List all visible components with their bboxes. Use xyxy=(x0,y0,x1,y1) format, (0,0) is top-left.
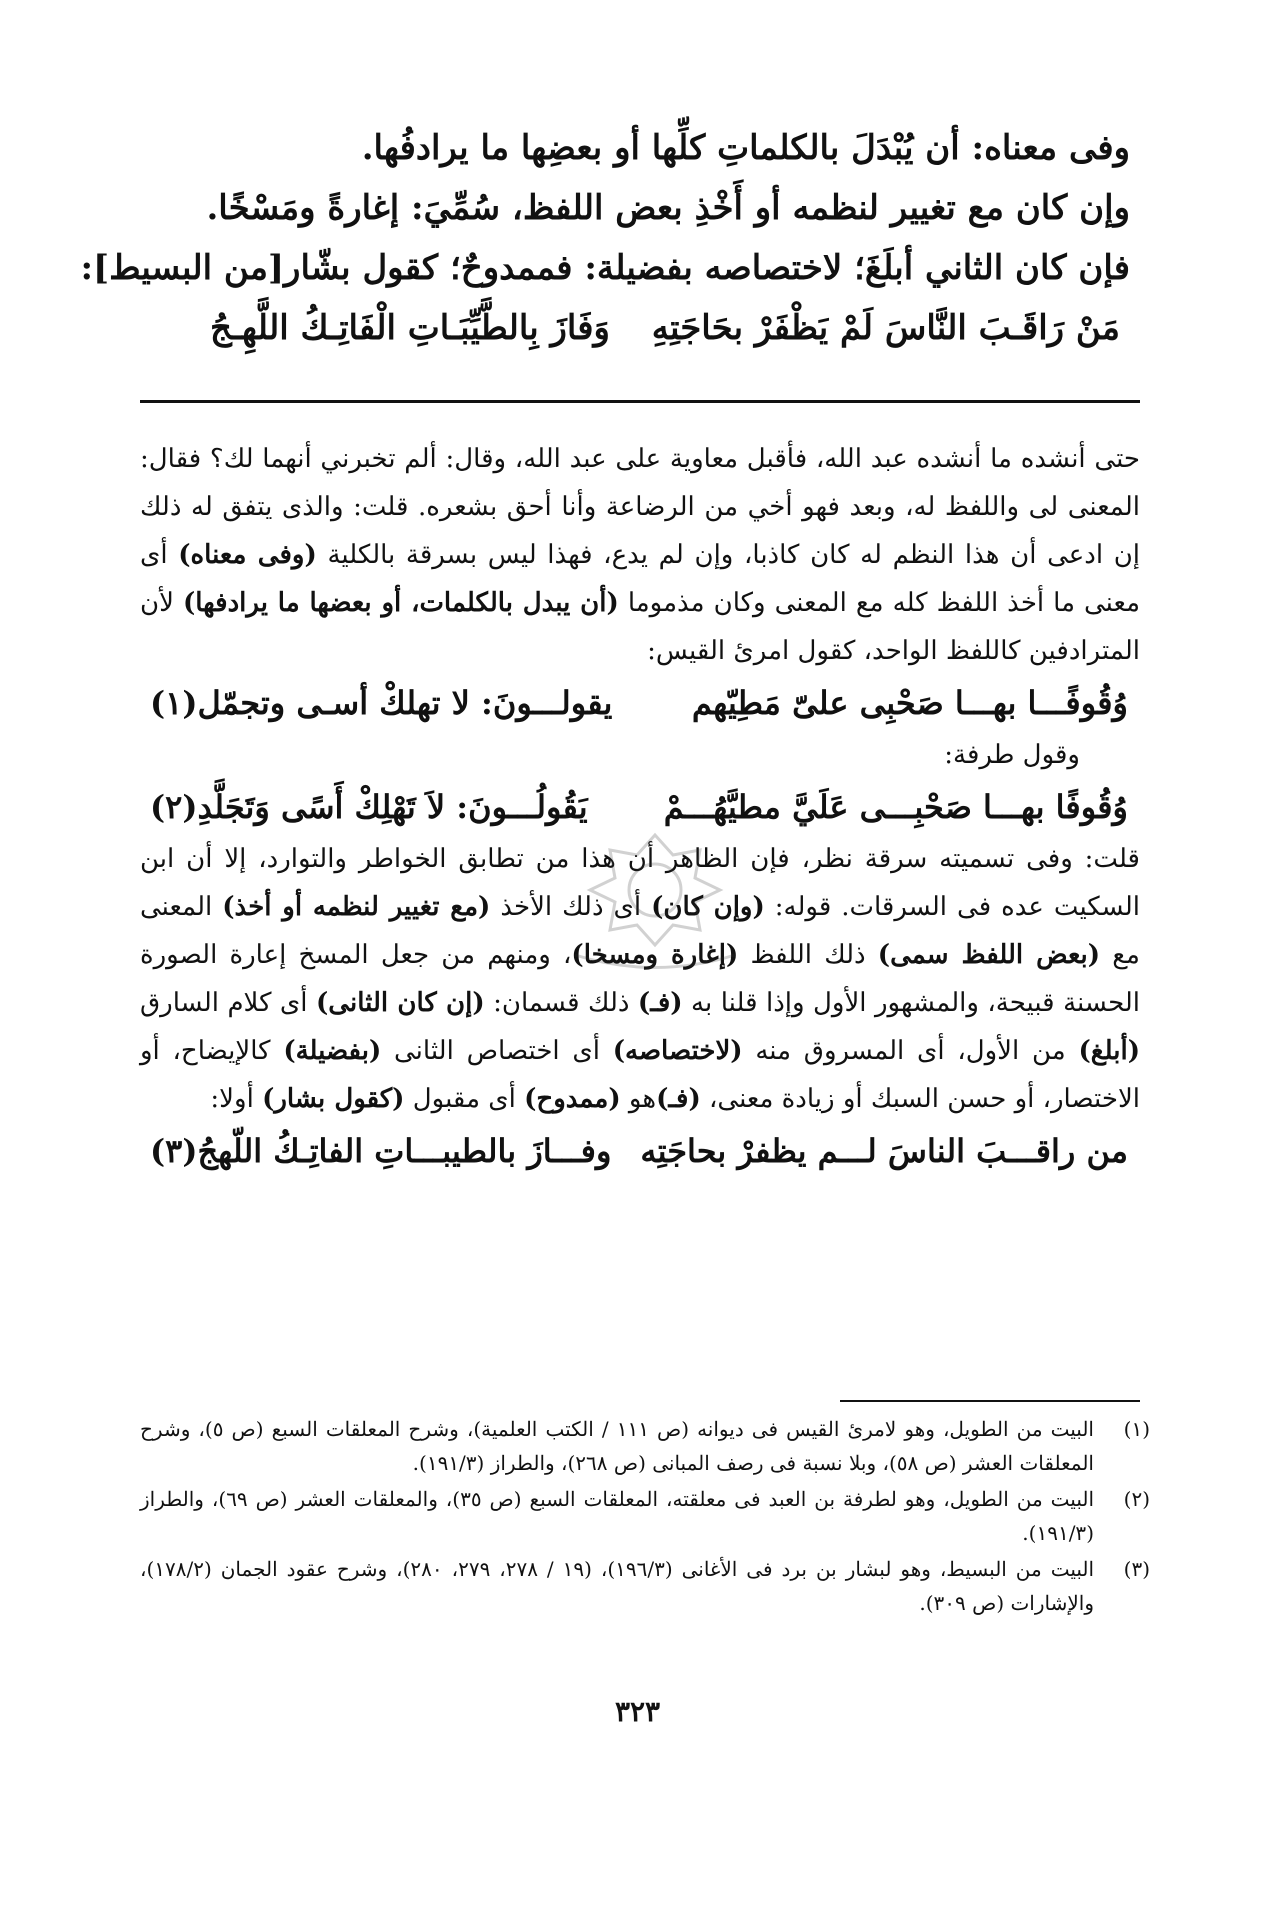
p3-d: (مع تغيير لنظمه أو أخذ) xyxy=(222,892,491,922)
matn-section xyxy=(80,118,1130,358)
footnote-1-number: (١) xyxy=(1123,1417,1150,1441)
sharh-verse-tarafa xyxy=(140,779,1140,835)
matn-verse-second-hemistich: وَفَازَ بِالطَّيِّبَـاتِ الْفَاتِـكُ اللَّهِـجُ xyxy=(210,308,610,348)
p3-g: ذلك اللفظ xyxy=(738,940,878,970)
p3-c: أى ذلك الأخذ xyxy=(490,892,652,922)
p3-p: (لاختصاصه) xyxy=(612,1036,743,1066)
sharh-tarafa-intro: وقول طرفة: xyxy=(944,740,1080,770)
sharh-p2-quote-a: (وفى معناه) xyxy=(178,540,317,570)
p3-u: هو xyxy=(620,1084,657,1114)
p3-x: (كقول بشار) xyxy=(262,1084,405,1114)
matn-line-3: فإن كان الثاني أبلَغَ؛ لاختصاصه بفضيلة: فممدوحٌ؛ كقول بشّار[من البسيط]: xyxy=(80,248,1130,288)
p3-b: (وإن كان) xyxy=(651,892,765,922)
p3-q: أى اختصاص الثانى xyxy=(381,1036,613,1066)
p3-k: ذلك قسمان: xyxy=(484,988,638,1018)
sharh-paragraph-1 xyxy=(140,435,1140,675)
matn-line-1: وفى معناه: أن يُبْدَلَ بالكلماتِ كلِّها أو بعضِها ما يرادفُها. xyxy=(361,128,1130,168)
sharh-verse-bashshar xyxy=(140,1123,1140,1179)
verse1-first-hemistich: وُقُوفًـــا بهـــا صَحْبِى علىّ مَطِيّهم xyxy=(691,684,1128,722)
page-number: ٣٢٣ xyxy=(614,1695,661,1728)
matn-verse-first-hemistich: مَنْ رَاقَـبَ النَّاسَ لَمْ يَظْفَرْ بحَاجَتِهِ xyxy=(651,308,1120,348)
footnote-2 xyxy=(140,1482,1150,1550)
p3-y: أولا: xyxy=(210,1084,263,1114)
verse3-first-hemistich: من راقـــبَ الناسَ لـــم يظفرْ بحاجَتِه xyxy=(640,1132,1128,1170)
p3-n: (أبلغ) xyxy=(1078,1036,1140,1066)
sharh-p2-quote-c: (أن يبدل بالكلمات، أو بعضها ما يرادفها) xyxy=(182,588,619,618)
footnote-2-number: (٢) xyxy=(1123,1487,1150,1511)
footnote-3-number: (٣) xyxy=(1123,1557,1150,1581)
footnote-3-text: البيت من البسيط، وهو لبشار بن برد فى الأغانى (١٩٦/٣)، (١٩ / ٢٧٨، ٢٧٩، ٢٨٠)، وشرح عقود الجمان (١٧٨/٢)، والإشارات (ص ٣٠٩). xyxy=(140,1557,1095,1615)
p3-l: (إن كان الثانى) xyxy=(315,988,485,1018)
p3-h: (إغارة ومسخا) xyxy=(571,940,739,970)
p3-f: (بعض اللفظ سمى) xyxy=(877,940,1101,970)
matn-verse xyxy=(190,298,1130,358)
p3-w: أى مقبول xyxy=(404,1084,525,1114)
p3-o: من الأول، أى المسروق منه xyxy=(742,1036,1079,1066)
footnotes xyxy=(140,1412,1150,1622)
p3-v: (ممدوح) xyxy=(524,1084,621,1114)
p3-i: ، ومنهم من جعل المسخ إعارة الصورة الحسنة قبيحة، والمشهور الأول وإذا قلنا به xyxy=(140,940,1140,1018)
p3-s: كالإيضاح، أو الاختصار، أو حسن السبك أو زيادة معنى، xyxy=(140,1036,1140,1114)
footnote-2-text: البيت من الطويل، وهو لطرفة بن العبد فى معلقته، المعلقات السبع (ص ٣٥)، والمعلقات العشر (ص ٦٩)، والطراز (١٩١/٣). xyxy=(140,1487,1095,1545)
sharh-p2-text-b: أى معنى ما أخذ اللفظ كله مع المعنى وكان مذموما xyxy=(140,540,1141,618)
p3-t: (فـ) xyxy=(656,1084,701,1114)
verse1-second-hemistich: يقولـــونَ: لا تهلكْ أسـى وتجمّل(١) xyxy=(150,684,613,722)
p3-a: قلت: وفى تسميته سرقة نظر، فإن الظاهر أن هذا من تطابق الخواطر والتوارد، إلا أن ابن السكيت عده فى السرقات. قوله: xyxy=(140,844,1140,922)
footnote-1 xyxy=(140,1412,1150,1480)
footnote-separator xyxy=(840,1400,1140,1402)
footnote-1-text: البيت من الطويل، وهو لامرئ القيس فى ديوانه (ص ١١١ / الكتب العلمية)، وشرح المعلقات السبع (ص ٥)، وشرح المعلقات العشر (ص ٥٨)، وبلا نسبة فى رصف المبانى (ص ٢٦٨)، والطراز (١٩١/٣). xyxy=(140,1417,1094,1475)
sharh-verse-imru-al-qays xyxy=(140,675,1140,731)
p3-e: المعنى مع xyxy=(140,892,1140,970)
sharh-p2-text-d: لأن المترادفين كاللفظ الواحد، كقول امرئ القيس: xyxy=(140,588,1140,666)
p3-m: أى كلام السارق xyxy=(140,988,316,1018)
footnote-3 xyxy=(140,1552,1150,1620)
p3-j: (فـ) xyxy=(637,988,683,1018)
matn-line-2: وإن كان مع تغيير لنظمه أو أَخْذِ بعض اللفظ، سُمِّيَ: إغارةً ومَسْخًا. xyxy=(206,188,1130,228)
verse2-first-hemistich: وُقُوفًا بهـــا صَحْبِـــى عَلَيَّ مطيَّهُـــمْ xyxy=(663,788,1128,826)
sharh-section xyxy=(140,435,1140,1179)
verse2-second-hemistich: يَقُولُـــونَ: لاَ تَهْلِكْ أَسًى وَتَجَلَّدِ(٢) xyxy=(150,788,588,826)
library-stamp-icon xyxy=(555,830,755,980)
sharh-p1-text: حتى أنشده ما أنشده عبد الله، فأقبل معاوية على عبد الله، وقال: ألم تخبرني أنهما لك؟ فقال: المعنى لى واللفظ له، وبعد فهو أخي من الرضاعة وأنا أحق بشعره. قلت: والذى يتفق له ذلك إن ادعى أن هذا النظم له كان كاذبا، وإن لم يدع، فهذا ليس بسرقة بالكلية xyxy=(140,444,1141,570)
matn-separator-rule xyxy=(140,400,1140,403)
p3-r: (بفضيلة) xyxy=(283,1036,382,1066)
verse3-second-hemistich: وفـــازَ بالطيبـــاتِ الفاتِـكُ اللّهجُ(٣) xyxy=(150,1132,612,1170)
